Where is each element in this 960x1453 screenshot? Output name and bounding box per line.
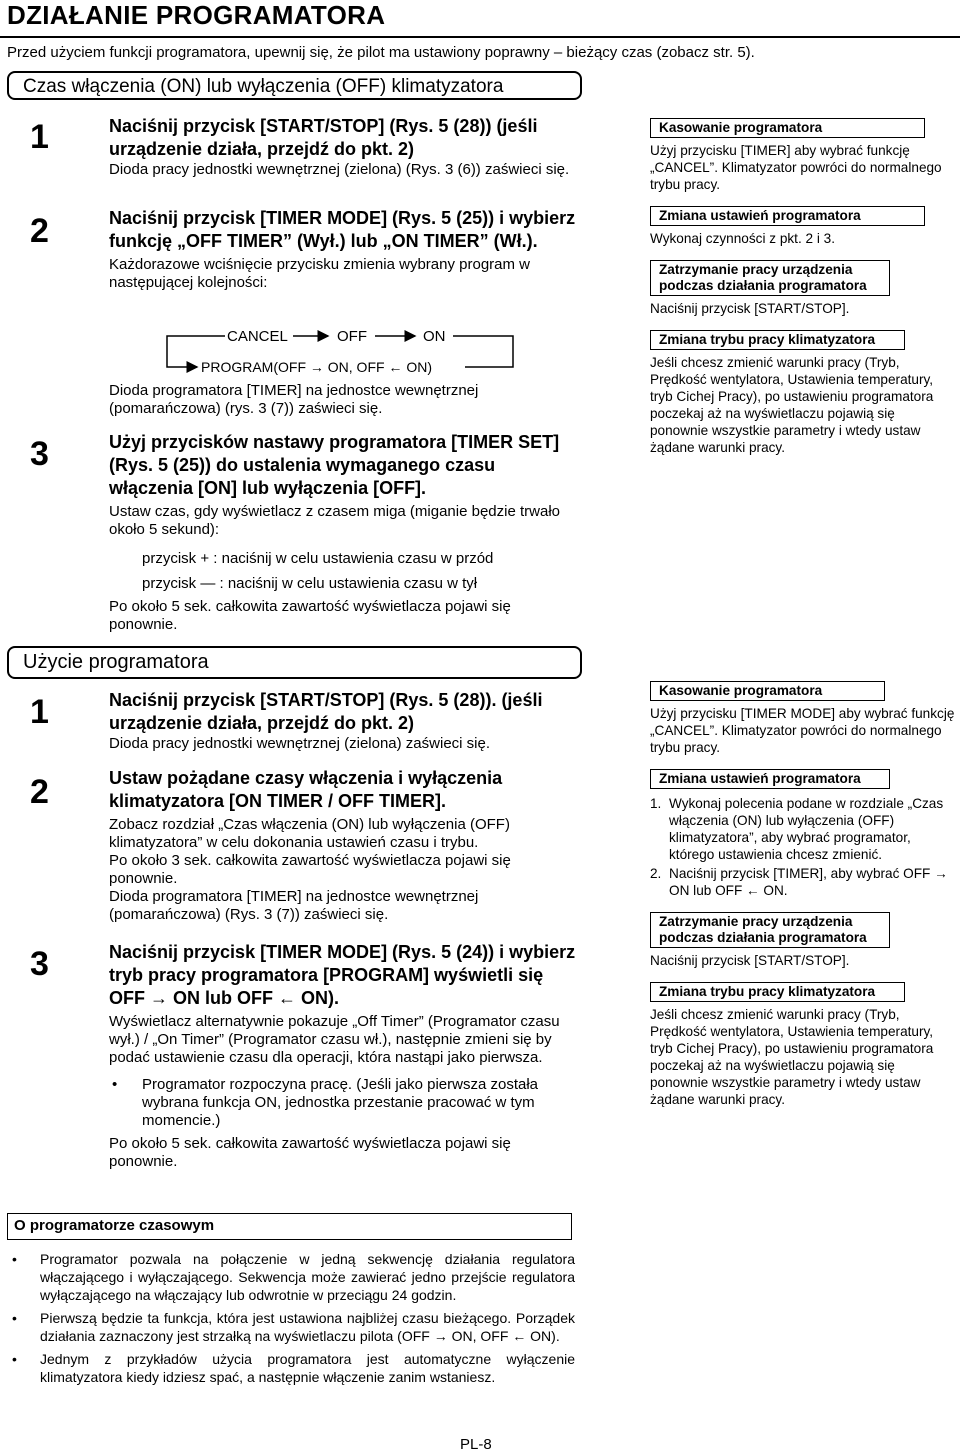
note-box-stop: Zatrzymanie pracy urządzenia podczas działania programatora bbox=[650, 260, 890, 296]
plus-button-note: przycisk + : naciśnij w celu ustawienia czasu w przód bbox=[142, 550, 494, 567]
note-text: Jeśli chcesz zmienić warunki pracy (Tryb, Prędkość wentylatora, Ustawienia temperatury, tryb Cichej Pracy), po ustawieniu programatora poczekaj aż na wyświetlaczu pojawią się ponownie wszystkie parametry i wtedy ustaw żądane warunki pracy. bbox=[650, 355, 934, 455]
timer-info-heading: O programatorze czasowym bbox=[7, 1213, 572, 1240]
step-text: Dioda programatora [TIMER] na jednostce wewnętrznej (pomarańczowa) (Rys. 3 (7)) zaświeci się. bbox=[109, 888, 479, 923]
step-2 bbox=[109, 207, 579, 292]
note-text: Użyj przycisku [TIMER] aby wybrać funkcję „CANCEL”. Klimatyzator powróci do normalnego trybu pracy. bbox=[650, 143, 942, 192]
step-text: Po około 5 sek. całkowita zawartość wyświetlacza pojawi się ponownie. bbox=[109, 1135, 511, 1170]
numbered-item: 1. Wykonaj polecenia podane w rozdziale „Czas włączenia (ON) lub wyłączenia (OFF) klimatyzatora”, aby wybrać programator, którego ustawienia chcesz zmienić. bbox=[650, 796, 944, 862]
step-heading: Ustaw pożądane czasy włączenia i wyłączenia klimatyzatora [ON TIMER / OFF TIMER]. bbox=[109, 768, 503, 811]
step-heading: Naciśnij przycisk [TIMER MODE] (Rys. 5 (25)) i wybierz funkcję „OFF TIMER” (Wył.) lub „ON TIMER” (Wł.). bbox=[109, 208, 576, 251]
step-number: 3 bbox=[30, 435, 49, 473]
change-steps bbox=[650, 795, 956, 899]
bullet-text: Programator rozpoczyna pracę. (Jeśli jako pierwsza została wybrana funkcja ON, jednostka przestanie pracować w tym momencie.) bbox=[142, 1076, 538, 1129]
section-heading-usage: Użycie programatora bbox=[7, 646, 582, 679]
note-box-cancel: Kasowanie programatora bbox=[650, 118, 925, 138]
bullet-item bbox=[109, 1076, 542, 1130]
step-3 bbox=[109, 431, 579, 634]
right-notes-2 bbox=[650, 681, 956, 1108]
numbered-item-text: Wykonaj polecenia podane w rozdziale „Czas włączenia (ON) lub wyłączenia (OFF) klimatyzatora”, aby wybrać programator, którego ustawienia chcesz zmienić. bbox=[669, 796, 944, 862]
timer-cycle-diagram bbox=[165, 323, 525, 375]
step-2 bbox=[109, 767, 579, 924]
step-number: 1 bbox=[30, 693, 49, 731]
step-2-note bbox=[109, 382, 579, 418]
numbered-item-text: Naciśnij przycisk [TIMER], aby wybrać OFF → ON lub OFF ← ON. bbox=[669, 866, 948, 898]
note-box-mode: Zmiana trybu pracy klimatyzatora bbox=[650, 982, 905, 1002]
step-number: 2 bbox=[30, 773, 49, 811]
page-title: DZIAŁANIE PROGRAMATORA bbox=[7, 0, 386, 30]
step-text: Dioda pracy jednostki wewnętrznej (zielona) zaświeci się. bbox=[109, 735, 490, 752]
note-text: Użyj przycisku [TIMER MODE] aby wybrać funkcję „CANCEL”. Klimatyzator powróci do normalnego trybu pracy. bbox=[650, 706, 955, 755]
section-heading-timer: Czas włączenia (ON) lub wyłączenia (OFF) klimatyzatora bbox=[7, 71, 582, 100]
step-text: Dioda pracy jednostki wewnętrznej (zielona) (Rys. 3 (6)) zaświeci się. bbox=[109, 161, 570, 178]
title-divider bbox=[0, 36, 960, 38]
list-item: • Jednym z przykładów użycia programatora jest automatyczne wyłączenie klimatyzatora kiedy idziesz spać, a następnie włączenie zanim wstaniesz. bbox=[12, 1351, 575, 1385]
step-1 bbox=[109, 115, 579, 179]
list-item: • Pierwszą będzie ta funkcja, która jest ustawiona najbliżej czasu bieżącego. Porządek działania zaznaczony jest strzałką na wyświetlaczu pilota (OFF → ON, OFF ← ON). bbox=[12, 1310, 575, 1344]
note-box-mode: Zmiana trybu pracy klimatyzatora bbox=[650, 330, 905, 350]
step-3 bbox=[109, 941, 579, 1171]
note-text: Naciśnij przycisk [START/STOP]. bbox=[650, 301, 850, 316]
note-text: Naciśnij przycisk [START/STOP]. bbox=[650, 953, 850, 968]
note-box-change: Zmiana ustawień programatora bbox=[650, 206, 925, 226]
page-number: PL-8 bbox=[460, 1436, 492, 1453]
step-text: Po około 3 sek. całkowita zawartość wyświetlacza pojawi się ponownie. bbox=[109, 852, 511, 887]
step-text: Wyświetlacz alternatywnie pokazuje „Off Timer” (Programator czasu wył.) / „On Timer” (Programator czasu wł.), następnie zmieni się by podać ustawienie czasu dla operacji, która nastąpi jako pierwsza. bbox=[109, 1013, 560, 1066]
bullet-icon: • bbox=[112, 1076, 118, 1093]
step-number: 3 bbox=[30, 945, 49, 983]
step-1 bbox=[109, 689, 579, 753]
note-text: Jeśli chcesz zmienić warunki pracy (Tryb, Prędkość wentylatora, Ustawienia temperatury, tryb Cichej Pracy), po ustawieniu programatora poczekaj aż na wyświetlaczu pojawią się ponownie wszystkie parametry i wtedy ustaw żądane warunki pracy. bbox=[650, 1007, 934, 1107]
step-heading: Naciśnij przycisk [START/STOP] (Rys. 5 (28)). (jeśli urządzenie działa, przejdź do pkt. 2) bbox=[109, 690, 543, 733]
step-text: Po około 5 sek. całkowita zawartość wyświetlacza pojawi się ponownie. bbox=[109, 598, 511, 633]
diagram-off: OFF bbox=[337, 328, 367, 345]
timer-info-list bbox=[10, 1250, 575, 1386]
step-text: Każdorazowe wciśnięcie przycisku zmienia wybrany program w następującej kolejności: bbox=[109, 256, 530, 291]
list-item: • Programator pozwala na połączenie w jedną sekwencję działania regulatora włączającego i wyłączającego. Sekwencja może zawierać jedno przejście regulatora wyłączającego na włączający lub odwrotnie w przeciągu 24 godzin. bbox=[12, 1251, 575, 1303]
note-text: Wykonaj czynności z pkt. 2 i 3. bbox=[650, 231, 835, 246]
step-text: Zobacz rozdział „Czas włączenia (ON) lub wyłączenia (OFF) klimatyzatora” w celu dokonania ustawień czasu i trybu. bbox=[109, 816, 510, 851]
intro-text: Przed użyciem funkcji programatora, upewnij się, że pilot ma ustawiony poprawny – bieżący czas (zobacz str. 5). bbox=[7, 44, 755, 61]
step-text: Dioda programatora [TIMER] na jednostce wewnętrznej (pomarańczowa) (rys. 3 (7)) zaświeci się. bbox=[109, 382, 479, 417]
note-box-cancel: Kasowanie programatora bbox=[650, 681, 885, 701]
note-box-stop: Zatrzymanie pracy urządzenia podczas działania programatora bbox=[650, 912, 890, 948]
diagram-on: ON bbox=[423, 328, 446, 345]
note-box-change: Zmiana ustawień programatora bbox=[650, 769, 890, 789]
step-text: Ustaw czas, gdy wyświetlacz z czasem miga (miganie będzie trwało około 5 sekund): bbox=[109, 503, 560, 538]
step-number: 2 bbox=[30, 212, 49, 250]
diagram-cancel: CANCEL bbox=[227, 328, 288, 345]
step-heading: Użyj przycisków nastawy programatora [TIMER SET] (Rys. 5 (25)) do ustalenia wymaganego czasu włączenia [ON] lub wyłączenia [OFF]. bbox=[109, 432, 560, 498]
step-number: 1 bbox=[30, 118, 49, 156]
minus-button-note: przycisk — : naciśnij w celu ustawienia czasu w tył bbox=[142, 575, 478, 592]
numbered-item: 2. Naciśnij przycisk [TIMER], aby wybrać OFF → ON lub OFF ← ON. bbox=[650, 866, 948, 898]
right-notes-1 bbox=[650, 118, 956, 456]
step-heading: Naciśnij przycisk [TIMER MODE] (Rys. 5 (24)) i wybierz tryb pracy programatora [PROGRAM] wyświetli się OFF → ON lub OFF ← ON). bbox=[109, 942, 576, 1008]
step-heading: Naciśnij przycisk [START/STOP] (Rys. 5 (28)) (jeśli urządzenie działa, przejdź do pkt. 2) bbox=[109, 116, 538, 159]
diagram-program: PROGRAM(OFF → ON, OFF ← ON) bbox=[201, 359, 432, 375]
